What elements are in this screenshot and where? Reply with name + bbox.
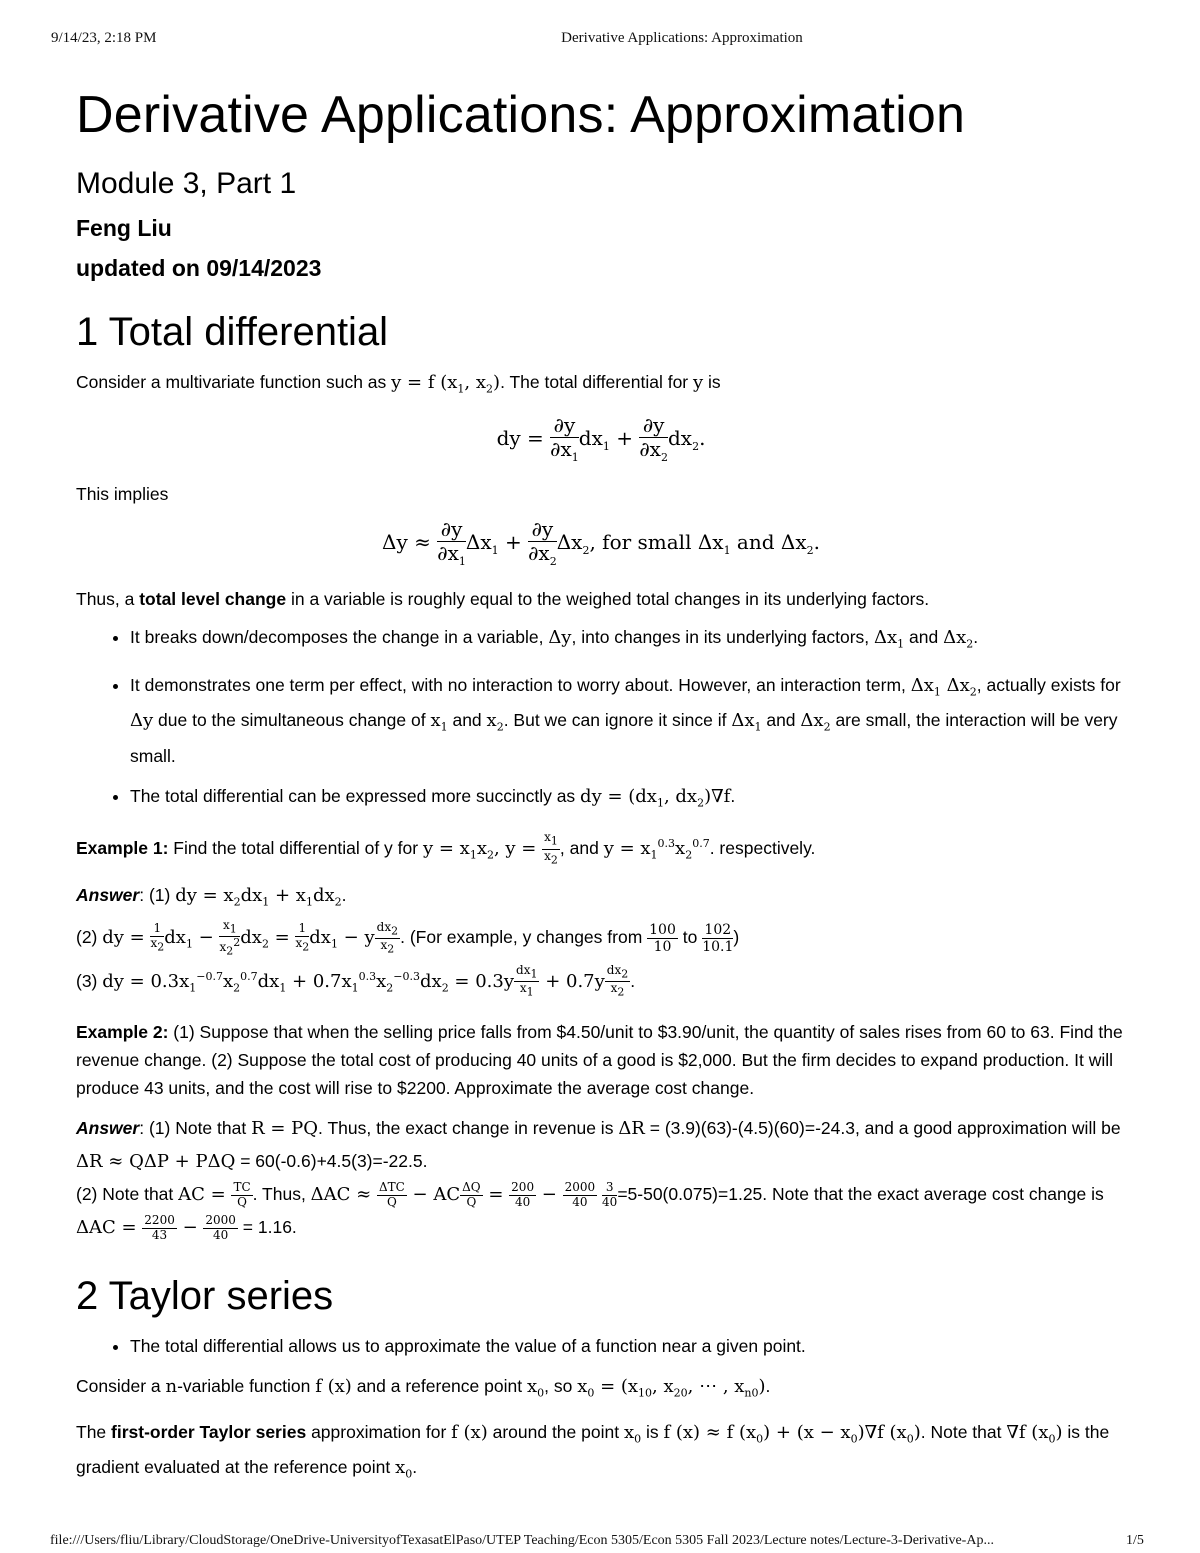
list-item: • The total differential allows us to approximate the value of a function near a given point. [130,1332,1126,1360]
paragraph-implies: This implies [76,484,169,505]
print-page-title: Derivative Applications: Approximation [561,30,803,46]
paragraph-reference-point: Consider a n-variable function f (x) and a reference point $x_0$, so $x_0 = (x_{10}$, $x_{20}$, ⋯ , $x_{n0}$). [76,1376,771,1400]
bullet-list-taylor [76,1332,1126,1360]
answer-example-2: Answer: (1) Note that R = PQ. Thus, the exact change in revenue is ΔR = (3.9)(63)-(4.5)(60)=-24.3, and a good approximation will be ΔR ≈ QΔP + PΔQ = 60(-0.6)+4.5(3)=-22.5. (2) Note that AC = $\frac{TC}{Q}$ . Thus, ΔAC ≈ $\frac{\text{ΔTC}}{Q}$ − AC $\frac{\Delta Q}{Q}$ = $\frac{200}{40}$ − $\frac{2000}{40}$ $\frac{3}{40}$ =5-50(0.075)=1.25. Note that the exact average cost change is ΔAC = $\frac{2200}{43}$ − $\frac{2000}{40}$ = 1.16. [76,1118,1121,1243]
section-heading-total-differential: 1 Total differential [76,310,389,354]
print-timestamp: 9/14/23, 2:18 PM [51,30,157,46]
list-item: • It breaks down/decomposes the change in a variable, Δy, into changes in its underlying factors, $\Delta x_1$ and $\Delta x_2$. [130,623,1126,659]
list-item: • It demonstrates one term per effect, with no interaction to worry about. However, an interaction term, $\Delta x_1$ $\Delta x_2$, actually exists for Δy due to the simultaneous change of $x_1$ and $x_2$. But we can ignore it since if $\Delta x_1$ and $\Delta x_2$ are small, the interaction will be very small. [130,671,1126,770]
paragraph-total-level-change: Thus, a total level change in a variable is roughly equal to the weighed total changes in its underlying factors. [76,589,930,610]
document-updated-date: updated on 09/14/2023 [76,255,322,281]
equation-approximation: Δy ≈ $\frac{\partial y}{\partial x_1}$ $\Delta x_1$ + $\frac{\partial y}{\partial x_2}$ $\Delta x_2$, for small $\Delta x_1$ and $\Delta x_2$. [382,517,820,569]
equation-total-differential: dy = $\frac{\partial y}{\partial x_1}$ $dx_1$ + $\frac{\partial y}{\partial x_2}$ $dx_2$. [496,412,706,464]
print-file-path: file:///Users/fliu/Library/CloudStorage/OneDrive-UniversityofTexasatElPaso/UTEP Teaching/Econ 5305/Econ 5305 Fall 2023/Lecture notes/Lecture-3-Derivative-Ap... [50,1533,994,1548]
section-heading-taylor-series: 2 Taylor series [76,1274,334,1319]
document-subtitle: Module 3, Part 1 [76,167,297,200]
document-body [76,80,1126,1499]
print-page-number: 1/5 [1126,1533,1144,1548]
paragraph-first-order-taylor: The first-order Taylor series approximation for f (x) around the point $x_0$ is f (x) ≈ f $(x_0) + (x - x_0)\nabla f$ $(x_0)$. Note that ∇f $(x_0)$ is the gradient evaluated at the reference point $x_0$. [76,1421,1110,1481]
example-2: Example 2: (1) Suppose that when the selling price falls from $4.50/unit to $3.90/unit, the quantity of sales rises from 60 to 63. Find the revenue change. (2) Suppose the total cost of producing 40 units of a good is $2,000. But the firm decides to expand production. It will produce 43 units, and the cost will rise to $2200. Approximate the average cost change. [76,1022,1123,1099]
paragraph-intro: Consider a multivariate function such as y = f ($x_1$, $x_2$). The total differential for y is [76,372,721,396]
example-1: Example 1: Find the total differential of y for $y = x_1x_2$, y = $\frac{x_1}{x_2}$ , and $y = x_1^{0.3}x_2^{0.7}$. respectively. [76,830,816,866]
list-item: • The total differential can be expressed more succinctly as dy = ($dx_1$, $dx_2)\nabla f$. [130,782,1126,818]
document-title: Derivative Applications: Approximation [76,86,966,144]
document-author: Feng Liu [76,215,172,241]
bullet-list-properties [76,623,1126,817]
answer-example-1: Answer: (1) dy = $x_2dx_1 + x_1dx_2$. (2) dy = $\frac{1}{x_2}$ $dx_1$ − $\frac{x_1}{x_2^2}$ $dx_2$ = $\frac{1}{x_2}$ $dx_1 - y$ $\frac{dx_2}{x_2}$ . (For example, y changes from $\frac{100}{10}$ to $\frac{102}{10.1}$ ) (3) dy = $0.3x_1^{-0.7}x_2^{0.7}dx_1 + 0.7x_1^{0.3}x_2^{-0.3}dx_2 = 0.3y$ $\frac{dx_1}{x_1}$ + 0.7y $\frac{dx_2}{x_2}$ . [76,885,740,999]
